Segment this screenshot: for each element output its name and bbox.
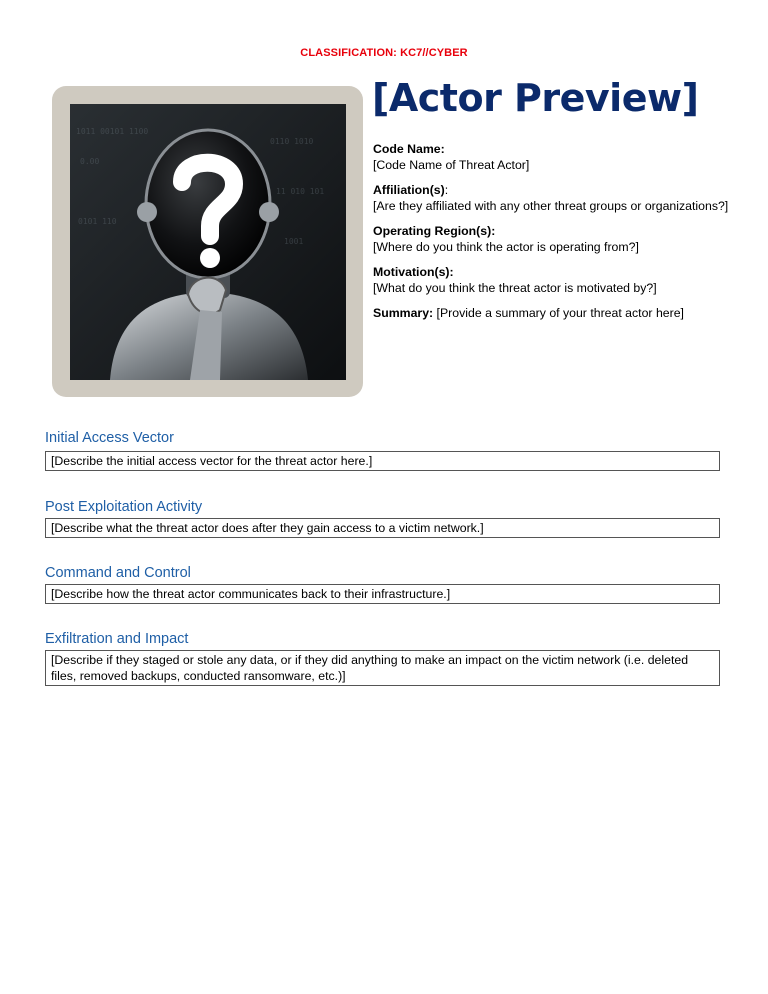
summary-field: [373, 305, 733, 321]
code-name-field: [373, 141, 733, 173]
affiliation-field: [373, 182, 733, 214]
page-title: [Actor Preview]: [372, 76, 699, 120]
motivation-label: Motivation(s):: [373, 265, 454, 279]
svg-text:0.00: 0.00: [80, 157, 100, 166]
summary-value: [Provide a summary of your threat actor here]: [433, 306, 684, 320]
svg-text:11 010 101: 11 010 101: [276, 187, 325, 196]
classification-banner: CLASSIFICATION: KC7//CYBER: [300, 47, 468, 59]
svg-text:1011 00101 1100: 1011 00101 1100: [76, 127, 149, 136]
affiliation-colon: :: [444, 183, 449, 197]
section-body-command-control[interactable]: [Describe how the threat actor communicates back to their infrastructure.]: [45, 584, 720, 604]
section-body-exfiltration[interactable]: [Describe if they staged or stole any data, or if they did anything to make an impact on the victim network (i.e. deleted files, removed backups, conducted ransomware, etc.)]: [45, 650, 720, 686]
operating-region-label: Operating Region(s):: [373, 224, 496, 238]
operating-region-value: [Where do you think the actor is operating from?]: [373, 240, 639, 254]
code-name-label: Code Name:: [373, 142, 445, 156]
svg-text:1001: 1001: [284, 237, 304, 246]
motivation-field: [373, 264, 733, 296]
code-name-value: [Code Name of Threat Actor]: [373, 158, 530, 172]
mystery-robot-image: [70, 104, 346, 380]
actor-info: [373, 141, 733, 330]
section-body-initial-access[interactable]: [Describe the initial access vector for the threat actor here.]: [45, 451, 720, 471]
actor-image-frame: [52, 86, 363, 397]
svg-text:0101 110: 0101 110: [78, 217, 117, 226]
section-heading-exfiltration: Exfiltration and Impact: [45, 631, 189, 647]
motivation-value: [What do you think the threat actor is motivated by?]: [373, 281, 657, 295]
affiliation-value: [Are they affiliated with any other threat groups or organizations?]: [373, 199, 729, 213]
section-heading-command-control: Command and Control: [45, 565, 191, 581]
section-heading-initial-access: Initial Access Vector: [45, 430, 174, 446]
summary-label: Summary:: [373, 306, 434, 320]
section-body-post-exploitation[interactable]: [Describe what the threat actor does after they gain access to a victim network.]: [45, 518, 720, 538]
affiliation-label: Affiliation(s): [373, 183, 445, 197]
section-heading-post-exploitation: Post Exploitation Activity: [45, 499, 203, 515]
svg-text:0110 1010: 0110 1010: [270, 137, 314, 146]
operating-region-field: [373, 223, 733, 255]
